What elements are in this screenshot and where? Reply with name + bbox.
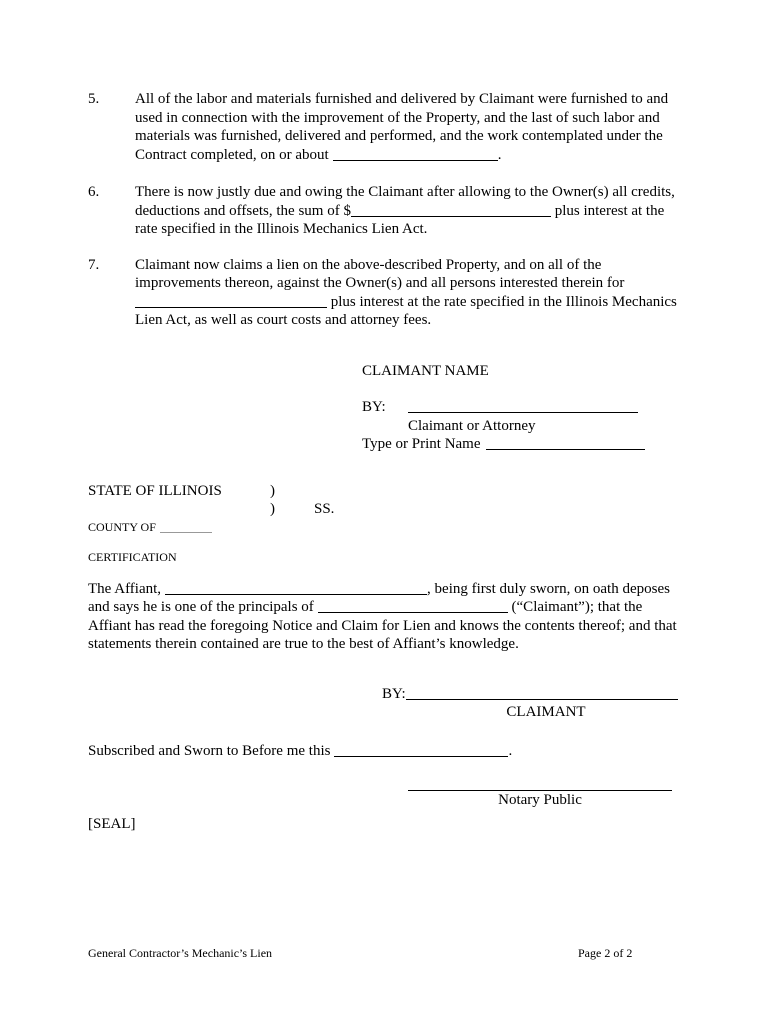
footer-document-title: General Contractor’s Mechanic’s Lien xyxy=(88,946,273,960)
blank-line-affiant-name xyxy=(165,580,427,595)
item-number: 6. xyxy=(88,184,100,200)
affidavit-text-3: (“Claimant”); that the Affiant has read the foregoing Notice and Claim for Lien and knows the contents thereof; and that statements therein contained are true to the best of Affiant’s knowledge. xyxy=(88,599,677,652)
by-row xyxy=(382,685,684,704)
item-text-after: plus interest at the rate specified in the Illinois Mechanics Lien Act. xyxy=(135,202,665,237)
blank-line-completion-date xyxy=(333,146,498,161)
numbered-item-6 xyxy=(88,183,684,239)
venue-state-row xyxy=(88,482,684,501)
claimant-oath-signature-block xyxy=(382,685,684,722)
item-text-after: plus interest at the rate specified in the Illinois Mechanics Lien Act, as well as court costs and attorney fees. xyxy=(135,293,677,328)
paren: ) xyxy=(270,501,275,517)
venue-ss-row xyxy=(88,500,684,519)
item-number: 7. xyxy=(88,256,100,273)
certification-label: CERTIFICATION xyxy=(88,549,177,564)
notary-block xyxy=(408,772,672,810)
item-number: 5. xyxy=(88,91,100,107)
blank-line-county xyxy=(160,521,212,533)
document-content xyxy=(88,90,684,833)
type-print-label: Type or Print Name xyxy=(362,436,481,452)
affidavit-paragraph xyxy=(88,580,684,654)
blank-line-sum-amount xyxy=(351,202,551,217)
item-text: There is now justly due and owing the Claimant after allowing to the Owner(s) all credits, deductions and offsets, the sum of $ xyxy=(135,184,675,219)
subscribed-text: Subscribed and Sworn to Before me this xyxy=(88,742,331,759)
numbered-item-5 xyxy=(88,90,684,164)
by-label: BY: xyxy=(382,685,406,702)
paren: ) xyxy=(270,482,275,499)
claimant-name-label: CLAIMANT NAME xyxy=(362,362,489,379)
item-text: Claimant now claims a lien on the above-described Property, and on all of the improvements thereon, against the Owner(s) and all persons interested therein for xyxy=(135,256,625,291)
venue-county-row xyxy=(88,519,684,535)
claimant-or-attorney-caption: Claimant or Attorney xyxy=(408,417,536,434)
item-text-after: . xyxy=(497,146,502,163)
affidavit-text-2: , being first duly sworn, on oath deposes and says he is one of the principals of xyxy=(88,580,670,615)
footer-page-number: Page 2 of 2 xyxy=(578,946,633,960)
type-print-row xyxy=(362,435,684,454)
county-label: COUNTY OF xyxy=(88,519,156,534)
subscribed-sworn-row xyxy=(88,742,684,761)
claimant-signature-block xyxy=(362,362,684,454)
blank-line-principal-of xyxy=(318,598,508,613)
numbered-item-7 xyxy=(88,256,684,330)
blank-line-sworn-date xyxy=(334,742,508,757)
notary-public-caption: Notary Public xyxy=(498,792,582,808)
subscribed-period: . xyxy=(508,742,513,759)
seal-label: [SEAL] xyxy=(88,815,136,832)
ss-label: SS. xyxy=(314,501,335,517)
page-footer xyxy=(88,946,684,961)
affidavit-text-1: The Affiant, xyxy=(88,580,162,597)
blank-line-notary-signature xyxy=(408,772,672,791)
blank-line-lien-amount xyxy=(135,293,327,308)
state-label: STATE OF ILLINOIS xyxy=(88,482,222,499)
blank-line-printed-name xyxy=(486,435,645,450)
blank-line-signature xyxy=(408,398,638,413)
venue-block xyxy=(88,482,684,535)
by-row xyxy=(362,398,684,417)
by-label: BY: xyxy=(362,399,386,415)
claimant-caption: CLAIMANT xyxy=(506,704,586,720)
item-text: All of the labor and materials furnished and delivered by Claimant were furnished to and used in connection with the improvement of the Property, and the last of such labor and materials was furnished, delivered and performed, and the work contemplated under the Contract completed, on or about xyxy=(135,91,669,163)
blank-line-claimant-signature xyxy=(406,685,678,700)
